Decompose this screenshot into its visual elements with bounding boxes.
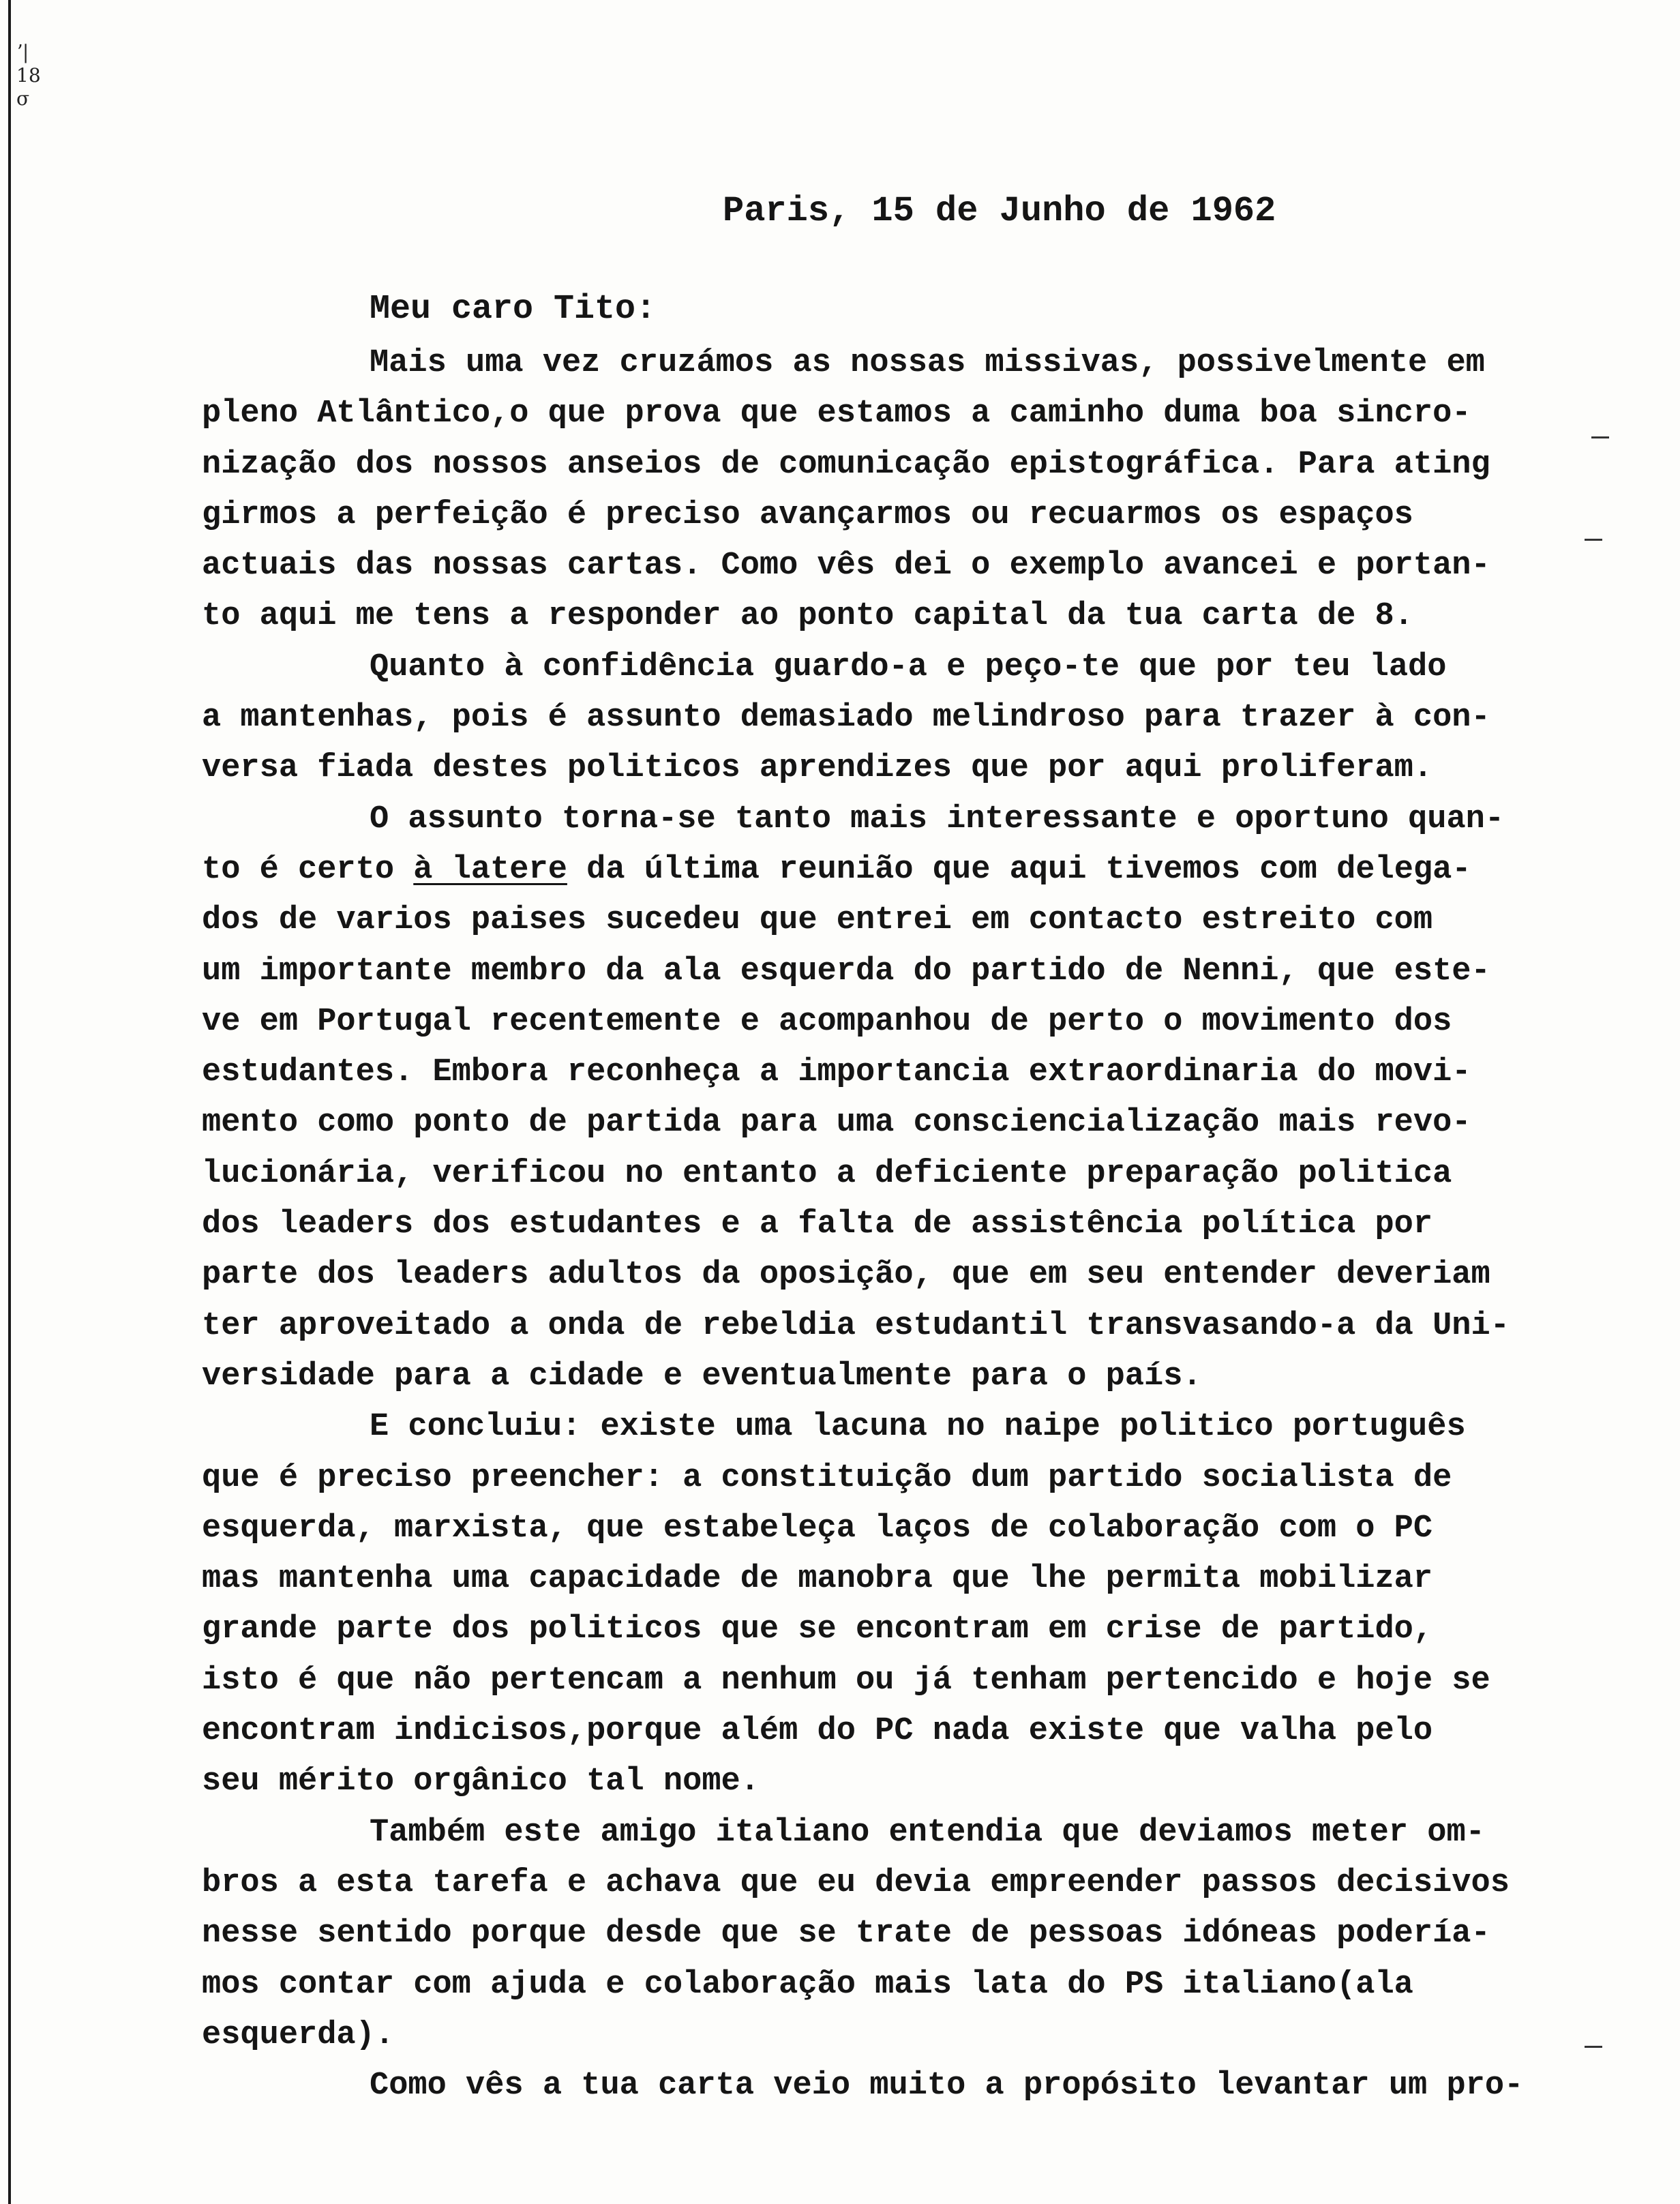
- paragraph-5-line: nesse sentido porque desde que se trate de pessoas idóneas podería-: [202, 1916, 1490, 1952]
- paragraph-3-line: dos de varios paises sucedeu que entrei em contacto estreito com: [202, 902, 1433, 939]
- paragraph-3-line: um importante membro da ala esquerda do partido de Nenni, que este-: [202, 953, 1490, 989]
- paragraph-1-line: nização dos nossos anseios de comunicação epistográfica. Para ating: [202, 446, 1490, 483]
- paragraph-3-line: estudantes. Embora reconheça a importancia extraordinaria do movi-: [202, 1054, 1471, 1091]
- margin-dash-mark: [1585, 539, 1602, 541]
- margin-dash-mark: [1591, 436, 1609, 438]
- paragraph-3-line: dos leaders dos estudantes e a falta de assistência política por: [202, 1206, 1433, 1243]
- paragraph-2-line: a mantenhas, pois é assunto demasiado melindroso para trazer à con-: [202, 700, 1490, 736]
- paragraph-5-line: esquerda).: [202, 2016, 395, 2053]
- paragraph-4-line: esquerda, marxista, que estabeleça laços de colaboração com o PC: [202, 1510, 1433, 1547]
- latin-phrase-underlined: à latere: [413, 851, 567, 888]
- paragraph-5-line: mos contar com ajuda e colaboração mais lata do PS italiano(ala: [202, 1966, 1413, 2003]
- paragraph-2-line: versa fiada destes politicos aprendizes que por aqui proliferam.: [202, 750, 1433, 787]
- letter-body: [202, 338, 1620, 2111]
- paragraph-4-line: isto é que não pertencam a nenhum ou já tenham pertencido e hoje se: [202, 1662, 1490, 1699]
- paragraph-1-line: Mais uma vez cruzámos as nossas missivas, possivelmente em: [370, 345, 1485, 381]
- archive-corner-mark: ʼ| 18 σ: [16, 41, 41, 110]
- paragraph-5-line: bros a esta tarefa e achava que eu devia empreender passos decisivos: [202, 1864, 1510, 1901]
- page-edge-shadow: [8, 0, 11, 2204]
- paragraph-3-line: mento como ponto de partida para uma consciencialização mais revo-: [202, 1105, 1471, 1142]
- paragraph-4-line: encontram indicisos,porque além do PC nada existe que valha pelo: [202, 1713, 1433, 1750]
- paragraph-3-line: versidade para a cidade e eventualmente para o país.: [202, 1358, 1202, 1395]
- paragraph-1-line: girmos a perfeição é preciso avançarmos ou recuarmos os espaços: [202, 496, 1413, 533]
- paragraph-4-line: seu mérito orgânico tal nome.: [202, 1763, 760, 1800]
- paragraph-3-line-latere: to é certo à latere da última reunião que aqui tivemos com delega-: [202, 851, 1471, 888]
- paragraph-3-line: ter aproveitado a onda de rebeldia estudantil transvasando-a da Uni-: [202, 1307, 1510, 1344]
- paragraph-3-line: ve em Portugal recentemente e acompanhou de perto o movimento dos: [202, 1003, 1452, 1040]
- paragraph-4-line: mas mantenha uma capacidade de manobra que lhe permita mobilizar: [202, 1561, 1433, 1598]
- paragraph-4-line: que é preciso preencher: a constituição dum partido socialista de: [202, 1459, 1452, 1496]
- paragraph-3-line: lucionária, verificou no entanto a deficiente preparação politica: [202, 1155, 1452, 1192]
- paragraph-3-line: O assunto torna-se tanto mais interessante e oportuno quan-: [370, 801, 1505, 837]
- paragraph-4-line: E concluiu: existe uma lacuna no naipe politico português: [370, 1409, 1466, 1446]
- paragraph-1-line: actuais das nossas cartas. Como vês dei o exemplo avancei e portan-: [202, 548, 1490, 584]
- salutation: Meu caro Tito:: [370, 290, 657, 329]
- paragraph-3-line: parte dos leaders adultos da oposição, que em seu entender deveriam: [202, 1257, 1490, 1294]
- paragraph-2-line: Quanto à confidência guardo-a e peço-te que por teu lado: [370, 649, 1447, 685]
- paragraph-1-line: pleno Atlântico,o que prova que estamos a caminho duma boa sincro-: [202, 396, 1471, 432]
- paragraph-6-line: Como vês a tua carta veio muito a propósito levantar um pro-: [370, 2068, 1524, 2104]
- date-line: Paris, 15 de Junho de 1962: [723, 191, 1276, 231]
- paragraph-4-line: grande parte dos politicos que se encontram em crise de partido,: [202, 1611, 1433, 1648]
- paragraph-1-line: to aqui me tens a responder ao ponto capital da tua carta de 8.: [202, 598, 1413, 635]
- margin-dash-mark: [1585, 2046, 1602, 2048]
- paragraph-5-line: Também este amigo italiano entendia que deviamos meter om-: [370, 1814, 1485, 1851]
